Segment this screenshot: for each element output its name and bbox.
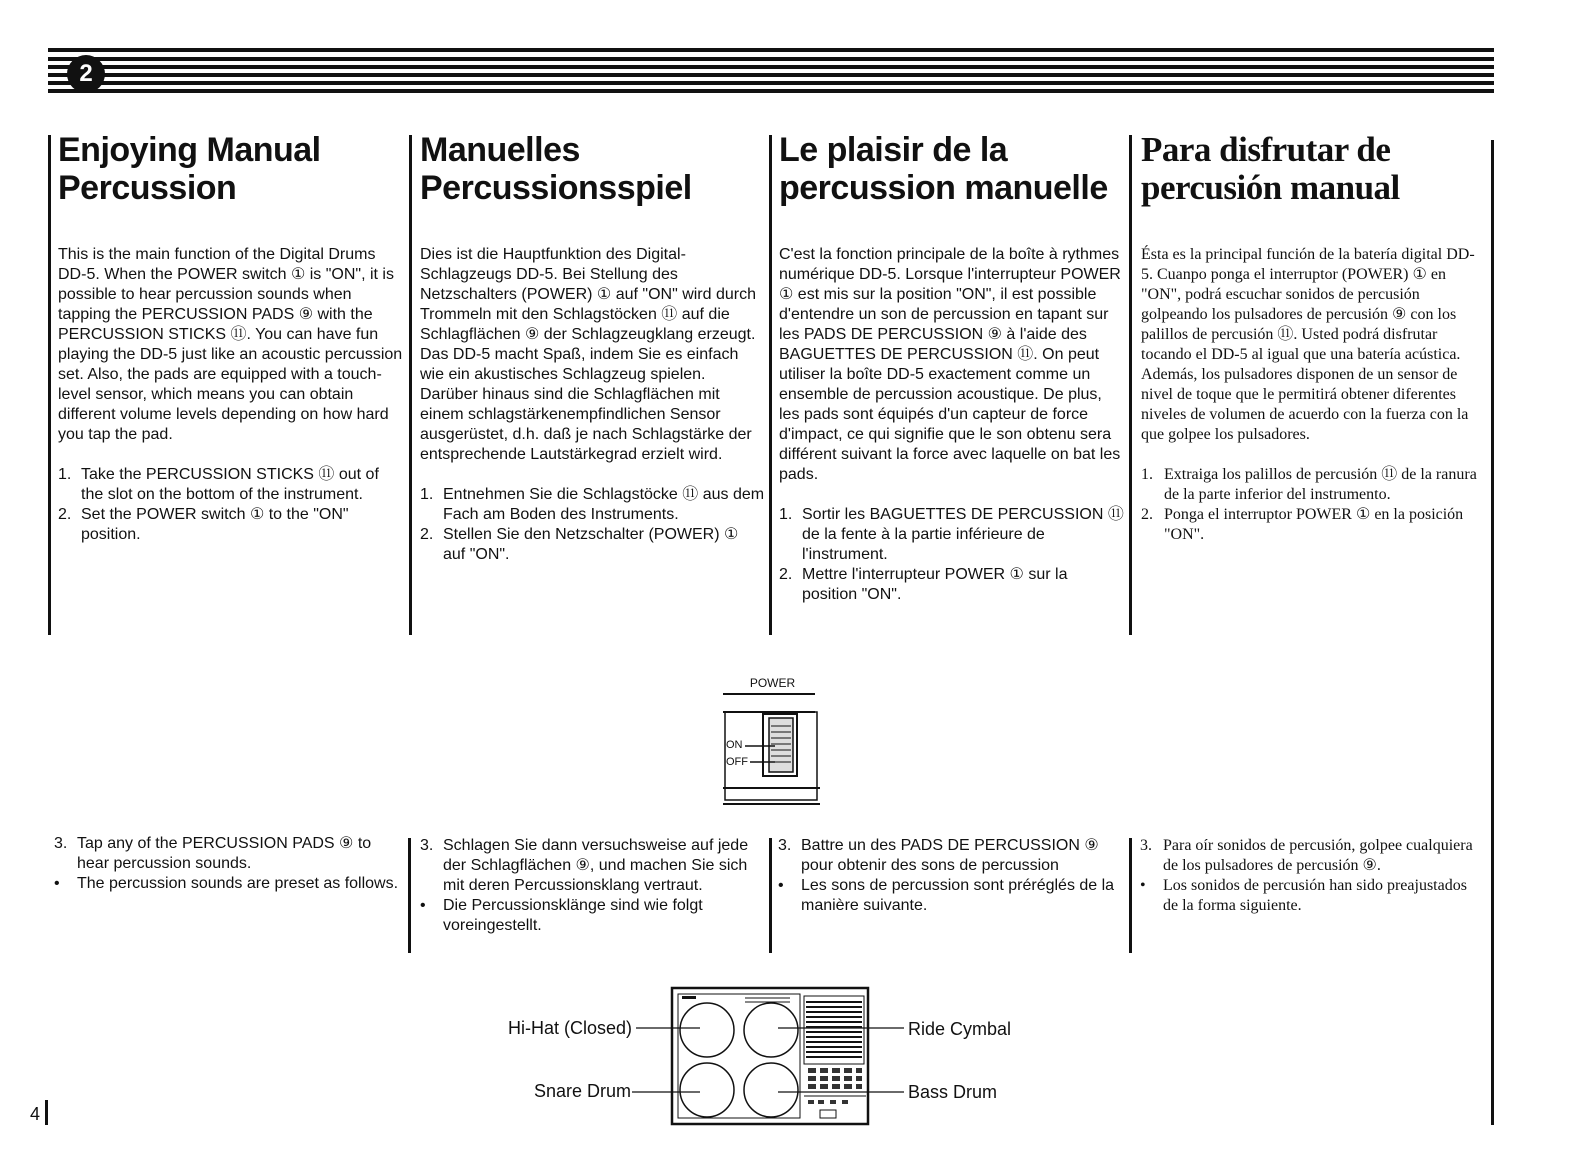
- column-rule: [408, 838, 411, 953]
- column-french-lower: [778, 836, 1123, 916]
- list-item: 1. Sortir les BAGUETTES DE PERCUSSION ⑪ de la fente à la partie inférieure de l'instrument.: [779, 506, 1124, 563]
- bass-drum-label: Bass Drum: [908, 1082, 998, 1102]
- column-german: [420, 131, 765, 565]
- steps-list: [779, 505, 1124, 605]
- bullet-item: • Los sonidos de percusión han sido preajustados de la forma siguiente.: [1140, 877, 1467, 914]
- column-rule: [1129, 135, 1132, 635]
- column-rule: [769, 135, 772, 635]
- column-rule: [45, 1100, 48, 1125]
- bullet-item: • The percussion sounds are preset as follows.: [54, 875, 399, 892]
- list-item: 2. Stellen Sie den Netzschalter (POWER) ① auf "ON".: [420, 526, 739, 563]
- intro-paragraph: Dies ist die Hauptfunktion des Digital-Schlagzeugs DD-5. Bei Stellung des Netzschalters (POWER) ① auf "ON" wird durch Trommeln mit den Schlagstöcken ⑪ auf die Schlagflächen ⑨ der Schlagzeugklang erzeugt. Das DD-5 macht Spaß, indem Sie es einfach wie ein akustisches Schlagzeug spielen. Darüber hinaus sind die Schlagflächen mit einem schlagstärkenempfindlichen Sensor ausgerüstet, d.h. daß je nach Schlagstärke der entsprechende Lautstärkegrad erzielt wird.: [420, 246, 756, 463]
- section-title: [58, 131, 403, 207]
- column-english: [58, 131, 403, 545]
- column-german-lower: [420, 836, 765, 936]
- list-item: 3. Para oír sonidos de percusión, golpee cualquiera de los pulsadores de percusión ⑨.: [1140, 837, 1473, 874]
- title-line-2: percusión manual: [1141, 168, 1400, 207]
- section-title: [420, 131, 765, 207]
- title-line-2: Percussionsspiel: [420, 169, 692, 207]
- snare-drum-label: Snare Drum: [534, 1081, 632, 1101]
- intro-paragraph: This is the main function of the Digital Drums DD-5. When the POWER switch ① is "ON", it is possible to hear percussion sounds when tapping the PERCUSSION PADS ⑨ with the PERCUSSION STICKS ⑪. You can have fun playing the DD-5 just like an acoustic percussion set. Also, the pads are equipped with a touch-level sensor, which means you can obtain different volume levels depending on how hard you tap the pad.: [58, 246, 403, 443]
- intro-paragraph: C'est la fonction principale de la boîte à rythmes numérique DD-5. Lorsque l'interrupteur POWER ① est mis sur la position "ON", il est possible d'entendre un son de percussion en tapant sur les PADS DE PERCUSSION ⑨ à l'aide des BAGUETTES DE PERCUSSION ⑪. On peut utiliser la boîte DD-5 exactement comme un ensemble de percussion acoustique. De plus, les pads sont équipés d'un capteur de force d'impact, ce qui signifie que le son obtenu sera différent suivant la force avec laquelle on bat les pads.: [779, 246, 1121, 483]
- column-english-lower: [54, 834, 399, 894]
- steps-list: [1141, 465, 1483, 545]
- list-item: 3. Schlagen Sie dann versuchsweise auf jede der Schlagflächen ⑨, und machen Sie sich mit deren Percussionsklang vertraut.: [420, 837, 749, 894]
- column-spanish: [1141, 131, 1483, 545]
- off-label: OFF: [726, 756, 748, 768]
- column-rule: [1491, 140, 1494, 1125]
- list-item: 2. Ponga el interruptor POWER ① en la posición "ON".: [1141, 506, 1464, 543]
- list-item: 1. Take the PERCUSSION STICKS ⑪ out of the slot on the bottom of the instrument.: [58, 466, 379, 503]
- title-line-1: Manuelles: [420, 131, 580, 169]
- drum-machine-icon: [490, 980, 1030, 1130]
- list-item: 1. Extraiga los palillos de percusión ⑪ de la ranura de la parte inferior del instrumento.: [1141, 466, 1477, 503]
- drum-pad-diagram: [490, 980, 1030, 1130]
- column-rule: [48, 135, 51, 635]
- column-rule: [409, 135, 412, 635]
- section-title: [1141, 131, 1483, 207]
- power-switch-diagram: [715, 676, 825, 810]
- title-line-1: Enjoying Manual: [58, 131, 321, 169]
- column-rule: [1129, 838, 1132, 953]
- bullet-item: • Les sons de percussion sont préréglés de la manière suivante.: [778, 877, 1115, 914]
- power-label: POWER: [749, 676, 796, 690]
- list-item: 3. Battre un des PADS DE PERCUSSION ⑨ pour obtenir des sons de percussion: [778, 837, 1099, 874]
- ride-cymbal-label: Ride Cymbal: [908, 1019, 1012, 1039]
- steps-list: [420, 485, 765, 565]
- column-spanish-lower: [1140, 836, 1485, 916]
- column-french: [779, 131, 1124, 605]
- title-line-1: Para disfrutar de: [1141, 130, 1391, 169]
- section-number-badge: 2: [67, 55, 105, 93]
- list-item: 2. Set the POWER switch ① to the "ON" position.: [58, 506, 349, 543]
- column-rule: [769, 838, 772, 953]
- list-item: 3. Tap any of the PERCUSSION PADS ⑨ to hear percussion sounds.: [54, 835, 372, 872]
- intro-paragraph: Ésta es la principal función de la batería digital DD-5. Cuanpo ponga el interruptor (POWER) ① en "ON", podrá escuchar sonidos de percusión golpeando los pulsadores de percusión ⑨ con los palillos de percusión ⑪. Usted podrá disfrutar tocando el DD-5 al igual que una batería acústica. Además, los pulsadores disponen de un sensor de nivel de toque que le permitirá obtener diferentes niveles de volumen de acuerdo con la fuerza con la que golpee los pulsadores.: [1141, 246, 1475, 443]
- title-line-2: percussion manuelle: [779, 169, 1108, 207]
- title-line-2: Percussion: [58, 169, 237, 207]
- steps-list: [58, 465, 403, 545]
- list-item: 2. Mettre l'interrupteur POWER ① sur la position "ON".: [779, 566, 1068, 603]
- hi-hat-label: Hi-Hat (Closed): [508, 1018, 633, 1038]
- bullet-item: • Die Percussionsklänge sind wie folgt voreingestellt.: [420, 897, 703, 934]
- page-number: 4: [30, 1104, 41, 1124]
- title-line-1: Le plaisir de la: [779, 131, 1008, 169]
- on-label: ON: [726, 739, 743, 751]
- list-item: 1. Entnehmen Sie die Schlagstöcke ⑪ aus dem Fach am Boden des Instruments.: [420, 486, 765, 523]
- section-title: [779, 131, 1124, 207]
